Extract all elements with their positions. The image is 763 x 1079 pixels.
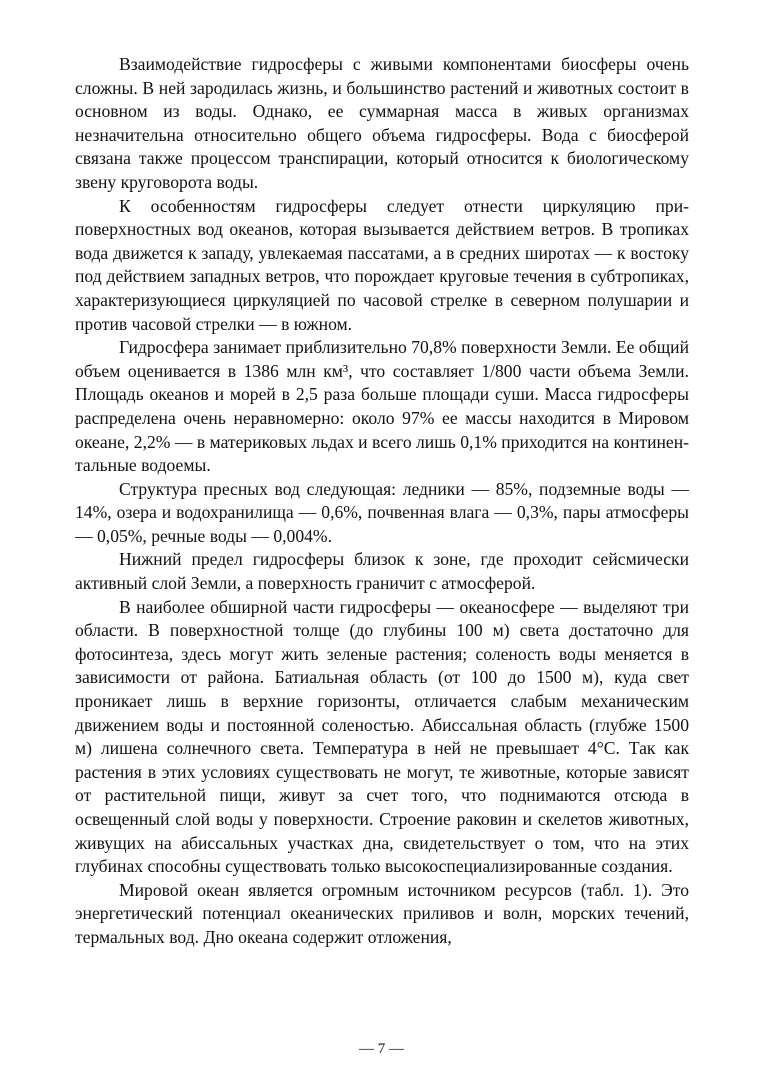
paragraph-2: К особенностям гидросферы следует отнести циркуляцию приповерхностных вод океанов, которая вызывается действием ветров. В тропиках вода движется к западу, увлекаемая пассатами, а в средних широтах — к востоку под действием западных ветров, что порождает круговые течения в субтропиках, характеризующиеся циркуляцией по часовой стрелке в северном полушарии и против часовой стрелки — в южном. <box>75 195 689 334</box>
paragraph-1: Взаимодействие гидросферы с живыми компонентами биосферы очень сложны. В ней зародилась жизнь, и большинство растений и животных состоит в основном из воды. Однако, ее суммарная масса в живых организмах незначительна относительно общего объема гидросферы. Вода с биосферой связана также процессом транспирации, который относится к биологическому звену круговорота воды. <box>75 54 689 192</box>
page-number: — 7 — <box>359 1041 404 1057</box>
paragraph-5: Нижний предел гидросферы близок к зоне, где проходит сейсмически активный слой Земли, а поверхность граничит с атмосферой. <box>75 549 689 594</box>
document-page <box>75 53 689 950</box>
paragraph-7: Мировой океан является огромным источником ресурсов (табл. 1). Это энергетический потенциал океанических приливов и волн, морских течений, термальных вод. Дно океана содержит отложения, <box>75 879 689 947</box>
paragraph-6: В наиболее обширной части гидросферы — океаносфере — выделяют три области. В поверхностной толще (до глубины 100 м) света достаточно для фотосинтеза, здесь могут жить зеленые растения; соленость воды меняется в зависимости от района. Батиальная область (от 100 до 1500 м), куда свет проникает лишь в верхние горизонты, отличается слабым механическим движением воды и постоянной соленостью. Абиссальная область (глубже 1500 м) лишена солнечного света. Температура в ней не превышает 4°C. Так как растения в этих условиях существовать не могут, те животные, которые зависят от растительной пищи, живут за счет того, что поднимаются отсюда в освещенный слой воды у поверхности. Строение раковин и скелетов животных, живущих на абиссальных участках дна, свидетельствует о том, что на этих глубинах способны существовать только высокоспециализированные создания. <box>75 596 689 877</box>
paragraph-4: Структура пресных вод следующая: ледники — 85%, подземные воды — 14%, озера и водохранилища — 0,6%, почвенная влага — 0,3%, пары атмосферы — 0,05%, речные воды — 0,004%. <box>75 478 689 546</box>
paragraph-3: Гидросфера занимает приблизительно 70,8% поверхности Земли. Ее общий объем оценивается в 1386 млн км³, что составляет 1/800 части объема Земли. Площадь океанов и морей в 2,5 раза больше площади суши. Масса гидросферы распределена очень неравномерно: около 97% ее массы находится в Мировом океане, 2,2% — в материковых льдах и всего лишь 0,1% приходится на континентальные водоемы. <box>75 337 689 476</box>
